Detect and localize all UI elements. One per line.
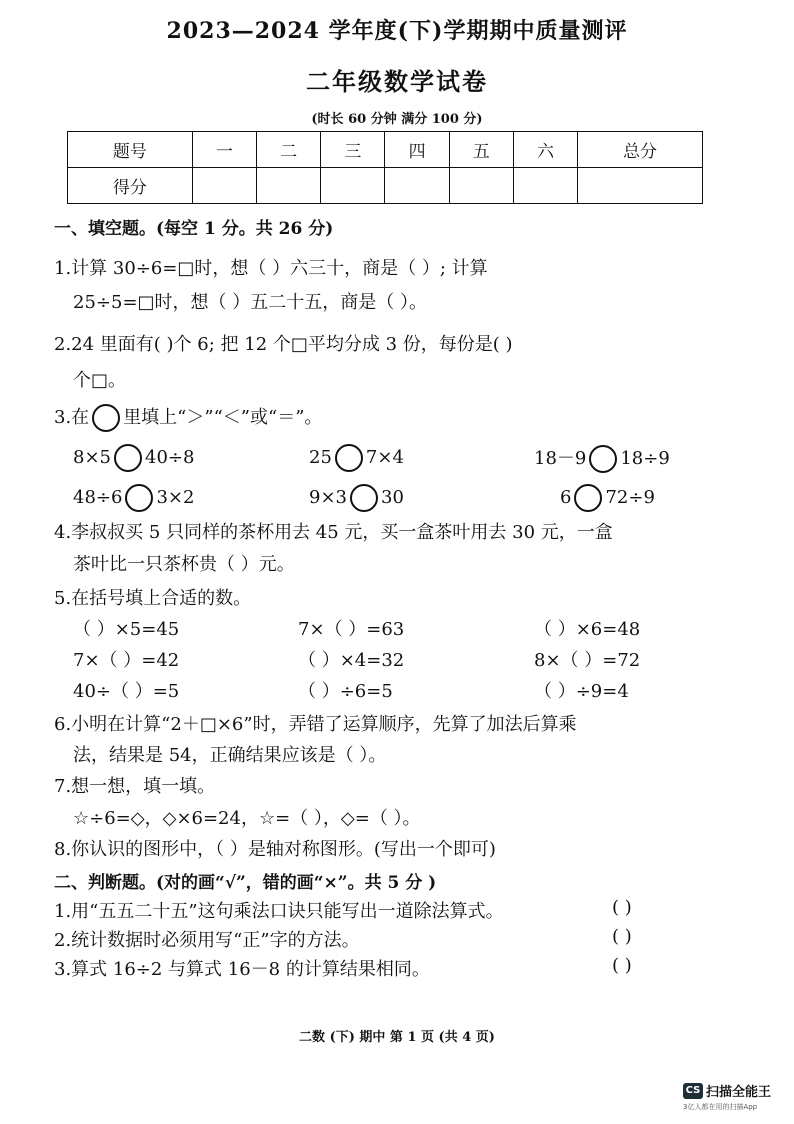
compare-left: 8×5 xyxy=(73,447,111,468)
question-4-line1: 4.李叔叔买 5 只同样的茶杯用去 45 元，买一盒茶叶用去 30 元，一盒 xyxy=(54,522,613,543)
exam-subtitle: 二年级数学试卷 xyxy=(306,67,488,96)
question-1-line2: 25÷5=□时，想（ ）五二十五，商是（ ）。 xyxy=(73,292,427,313)
score-blank[interactable] xyxy=(192,168,256,204)
question-7-line: ☆÷6=◇，◇×6=24，☆=（ ），◇=（ ）。 xyxy=(73,808,421,829)
score-table-cell: 题号 xyxy=(68,132,193,168)
score-table-cell: 五 xyxy=(449,132,513,168)
score-blank[interactable] xyxy=(385,168,449,204)
compare-left: 48÷6 xyxy=(73,487,123,508)
compare-right: 30 xyxy=(381,487,404,508)
exam-info: (时长 60 分钟 满分 100 分) xyxy=(311,112,483,127)
circle-blank-icon xyxy=(92,404,120,432)
watermark-logo xyxy=(683,1080,771,1100)
compare-item xyxy=(534,444,670,473)
question-1-line1: 1.计算 30÷6=□时，想（ ）六三十，商是（ ）; 计算 xyxy=(54,258,488,279)
question-6-line2: 法，结果是 54，正确结果应该是（ ）。 xyxy=(73,745,387,766)
compare-right: 3×2 xyxy=(156,487,195,508)
compare-left: 9×3 xyxy=(309,487,347,508)
question-3-suffix: 里填上“＞”“＜”或“＝”。 xyxy=(123,407,323,428)
question-4-line2: 茶叶比一只茶杯贵（ ）元。 xyxy=(73,554,295,575)
score-table-cell: 二 xyxy=(257,132,321,168)
question-5-heading: 5.在括号填上合适的数。 xyxy=(54,588,252,609)
score-table-cell: 一 xyxy=(192,132,256,168)
compare-circle[interactable] xyxy=(335,444,363,472)
compare-left: 25 xyxy=(309,447,332,468)
score-table-cell: 六 xyxy=(513,132,577,168)
fill-item: （ ）×5=45 xyxy=(73,619,180,640)
judge-item: 2.统计数据时必须用写“正”字的方法。 xyxy=(54,930,360,951)
compare-right: 7×4 xyxy=(365,447,404,468)
question-6-line1: 6.小明在计算“2＋□×6”时，弄错了运算顺序，先算了加法后算乘 xyxy=(54,714,577,735)
question-2-line2: 个□。 xyxy=(73,370,127,391)
fill-item: （ ）÷6=5 xyxy=(298,681,393,702)
question-8-line: 8.你认识的图形中，（ ）是轴对称图形。(写出一个即可) xyxy=(54,839,496,860)
question-3-heading xyxy=(54,403,322,432)
compare-item xyxy=(309,444,404,472)
score-table-cell: 四 xyxy=(385,132,449,168)
score-table-cell: 总分 xyxy=(578,132,703,168)
compare-item xyxy=(309,484,404,512)
compare-right: 72÷9 xyxy=(605,487,655,508)
score-table-cell: 得分 xyxy=(68,168,193,204)
compare-item xyxy=(560,484,655,512)
score-table xyxy=(67,131,703,204)
compare-circle[interactable] xyxy=(574,484,602,512)
compare-circle[interactable] xyxy=(125,484,153,512)
judge-answer-blank[interactable]: ( ) xyxy=(612,897,632,918)
fill-item: （ ）×4=32 xyxy=(298,650,405,671)
judge-item: 1.用“五五二十五”这句乘法口诀只能写出一道除法算式。 xyxy=(54,901,504,922)
compare-circle[interactable] xyxy=(350,484,378,512)
score-table-score-row xyxy=(68,168,703,204)
question-2-line1: 2.24 里面有( )个 6; 把 12 个□平均分成 3 份，每份是( ) xyxy=(54,334,513,355)
score-table-header-row xyxy=(68,132,703,168)
question-7-heading: 7.想一想，填一填。 xyxy=(54,776,216,797)
score-blank[interactable] xyxy=(513,168,577,204)
score-blank[interactable] xyxy=(257,168,321,204)
fill-item: 7×（ ）=42 xyxy=(73,650,180,671)
watermark-name: 扫描全能王 xyxy=(706,1085,772,1100)
score-blank[interactable] xyxy=(578,168,703,204)
score-table-cell: 三 xyxy=(321,132,385,168)
fill-item: （ ）×6=48 xyxy=(534,619,641,640)
compare-right: 18÷9 xyxy=(620,448,670,469)
compare-circle[interactable] xyxy=(589,445,617,473)
fill-item: 7×（ ）=63 xyxy=(298,619,405,640)
camscanner-icon: CS xyxy=(683,1083,703,1099)
fill-item: （ ）÷9=4 xyxy=(534,681,629,702)
watermark-tagline: 3亿人都在用的扫描App xyxy=(683,1103,758,1111)
fill-item: 8×（ ）=72 xyxy=(534,650,641,671)
compare-item xyxy=(73,444,194,472)
judge-answer-blank[interactable]: ( ) xyxy=(612,926,632,947)
section1-heading: 一、填空题。(每空 1 分。共 26 分) xyxy=(54,219,334,239)
compare-left: 6 xyxy=(560,487,572,508)
section2-heading: 二、判断题。(对的画“√”，错的画“×”。共 5 分 ) xyxy=(54,873,437,893)
fill-item: 40÷（ ）=5 xyxy=(73,681,180,702)
judge-answer-blank[interactable]: ( ) xyxy=(612,955,632,976)
compare-right: 40÷8 xyxy=(145,447,195,468)
judge-item: 3.算式 16÷2 与算式 16－8 的计算结果相同。 xyxy=(54,959,430,980)
compare-left: 18－9 xyxy=(534,448,587,469)
score-blank[interactable] xyxy=(321,168,385,204)
score-blank[interactable] xyxy=(449,168,513,204)
exam-title: 2023—2024 学年度(下)学期期中质量测评 xyxy=(166,18,628,44)
compare-circle[interactable] xyxy=(114,444,142,472)
compare-item xyxy=(73,484,194,512)
page-footer: 二数 (下) 期中 第 1 页 (共 4 页) xyxy=(299,1030,495,1045)
question-3-prefix: 3.在 xyxy=(54,407,90,428)
